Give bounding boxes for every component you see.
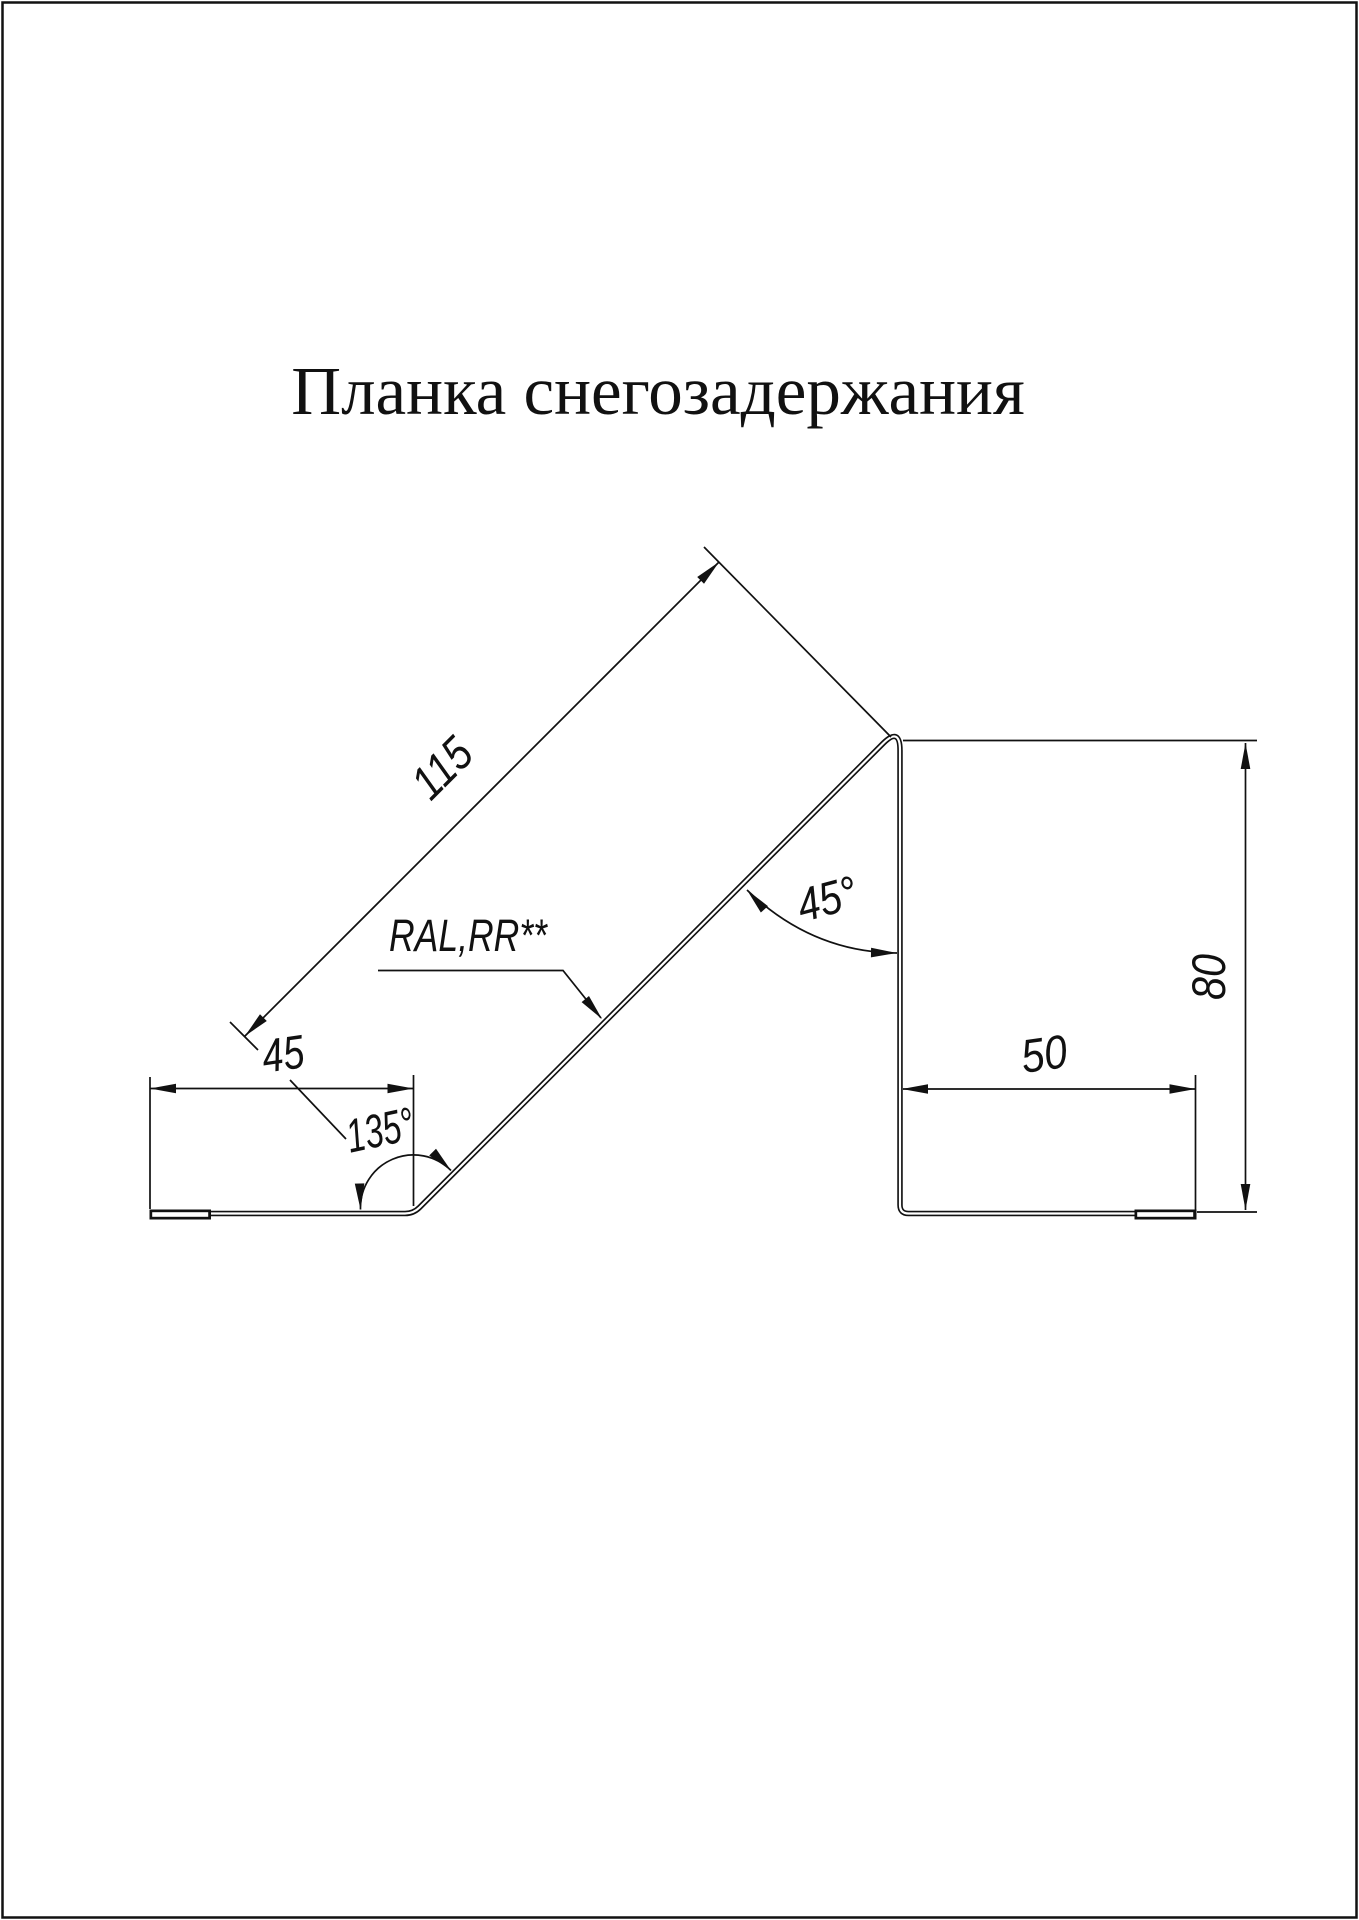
dimension-line	[245, 562, 719, 1036]
profile-outline	[152, 736, 1193, 1213]
arrowhead	[1170, 1084, 1196, 1094]
dim-left-flange-label: 45	[258, 1022, 318, 1083]
arrowhead	[902, 1084, 928, 1094]
arrowhead	[150, 1084, 176, 1094]
drawing-title: Планка снегозадержания	[291, 353, 1025, 429]
page-border-frame	[3, 3, 1357, 1918]
arrowhead	[582, 996, 606, 1022]
arrowhead	[355, 1183, 366, 1209]
dim-right-flange	[902, 1024, 1196, 1213]
dim-top-angle	[743, 862, 897, 958]
leader-line	[378, 971, 601, 1019]
coating-label: RAL,RR**	[389, 910, 549, 961]
profile-cross-section	[150, 736, 1197, 1219]
coating-callout	[378, 910, 606, 1022]
arrowhead	[697, 559, 722, 584]
dim-slope-length	[230, 547, 891, 1139]
arrowhead	[429, 1149, 454, 1174]
arrowhead	[871, 948, 897, 958]
arrowhead	[1241, 1184, 1251, 1210]
arrowhead	[388, 1084, 414, 1094]
dimension-arc	[360, 1155, 451, 1210]
dim-height	[903, 741, 1257, 1213]
right-hem-fold-core	[1137, 1212, 1193, 1217]
profile-outline-core	[152, 736, 1193, 1213]
arrowhead	[1241, 743, 1251, 769]
dim-slope-length-label: 115	[400, 718, 491, 810]
left-hem-fold-core	[152, 1212, 208, 1217]
dim-top-angle-label: 45°	[791, 862, 874, 932]
dim-right-flange-label: 50	[1017, 1023, 1077, 1083]
dim-bottom-angle-label: 135°	[341, 1090, 448, 1163]
dim-height-label: 80	[1182, 947, 1235, 1000]
extension-line	[704, 547, 891, 737]
